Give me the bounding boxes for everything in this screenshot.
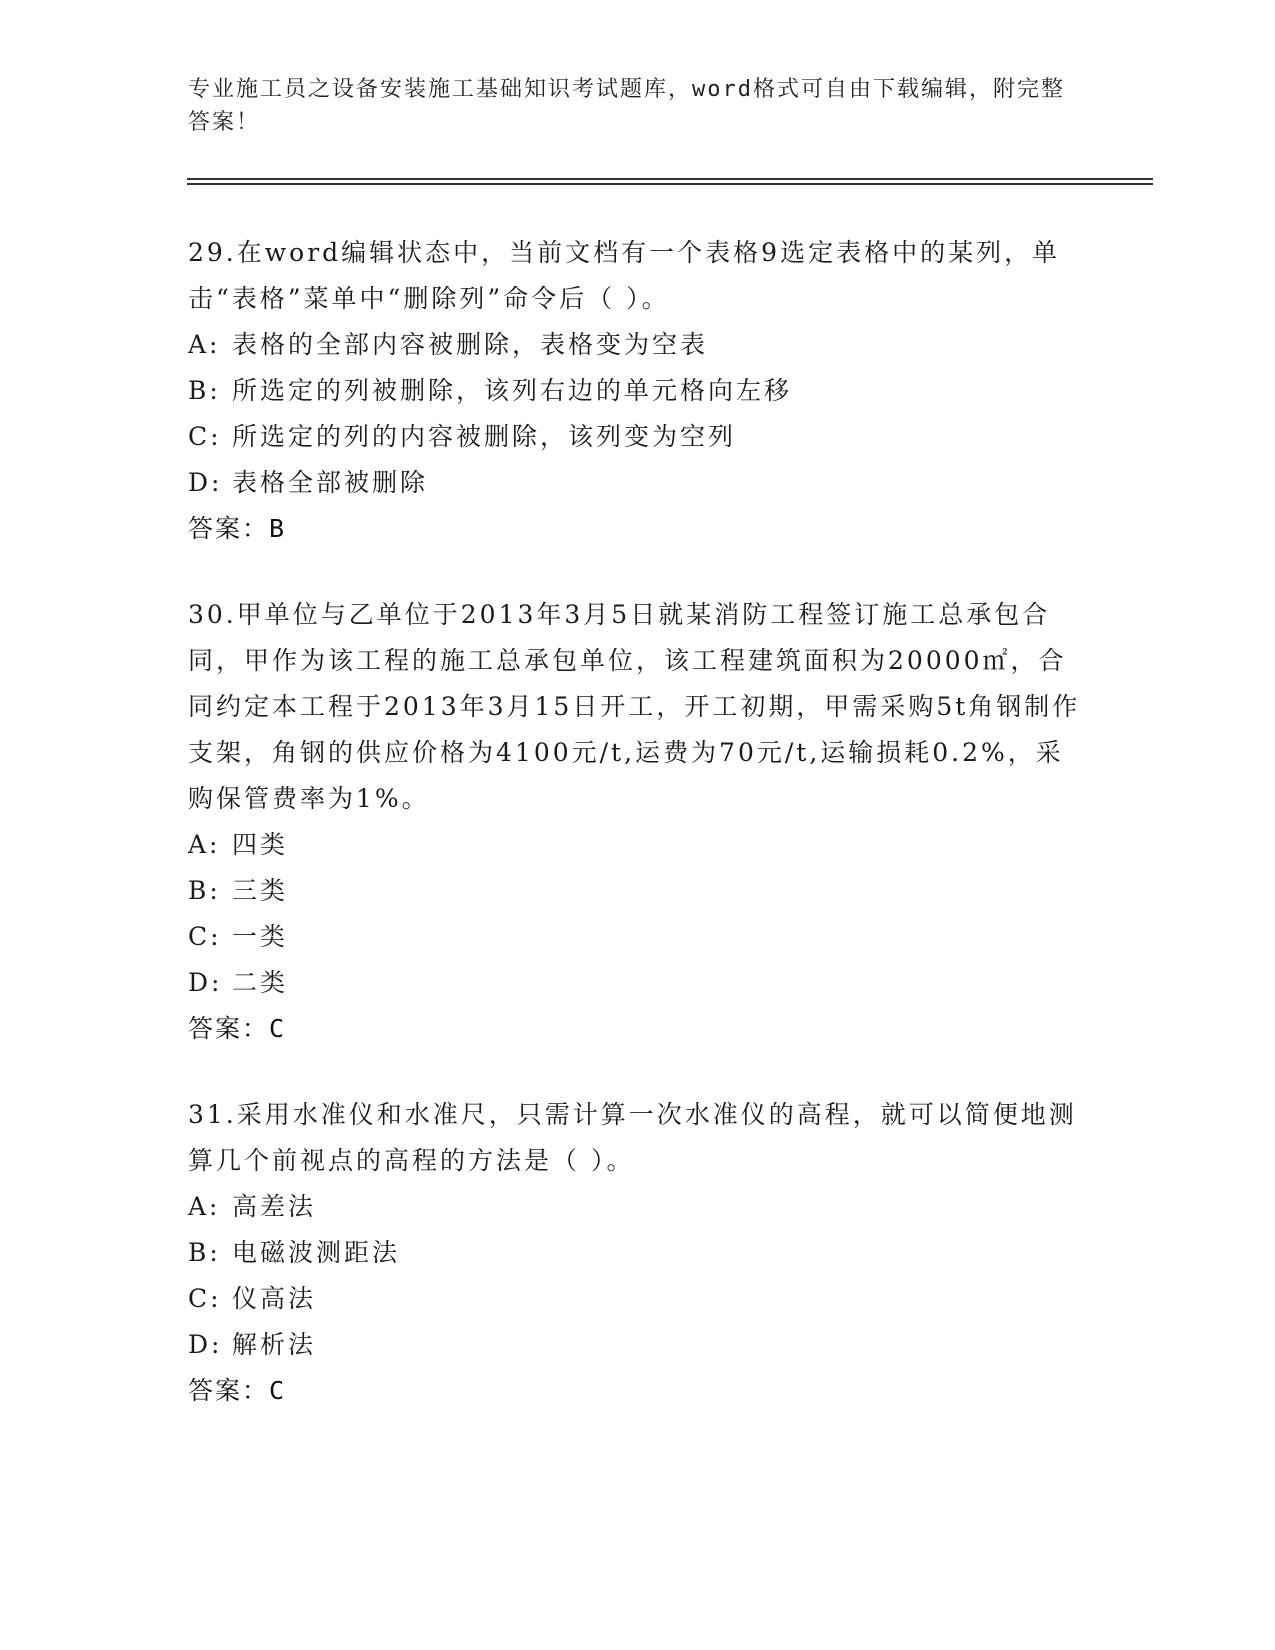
option-c (188, 1276, 1088, 1322)
option-letter: B: (188, 1238, 221, 1267)
question-stem: 31.采用水准仪和水准尺，只需计算一次水准仪的高程，就可以简便地测算几个前视点的高程的方法是（ ）。 (188, 1100, 1077, 1175)
option-letter: D: (188, 968, 223, 997)
option-letter: C: (188, 422, 222, 451)
option-text: 二类 (232, 968, 289, 997)
question-29 (188, 230, 1088, 552)
option-b (188, 868, 1088, 914)
option-text: 一类 (232, 922, 289, 951)
option-letter: D: (188, 468, 223, 497)
option-text: 所选定的列的内容被删除，该列变为空列 (232, 422, 737, 451)
option-letter: C: (188, 922, 222, 951)
question-stem: 29.在word编辑状态中，当前文档有一个表格9选定表格中的某列，单击“表格”菜单中“删除列”命令后（ ）。 (188, 238, 1061, 313)
answer: 答案：C (188, 1376, 287, 1405)
option-c (188, 914, 1088, 960)
option-text: 解析法 (232, 1330, 317, 1359)
document-header: 专业施工员之设备安装施工基础知识考试题库，word格式可自由下载编辑，附完整答案！ (188, 77, 1065, 135)
option-letter: A: (188, 330, 221, 359)
answer: 答案：C (188, 1014, 287, 1043)
option-b (188, 1230, 1088, 1276)
option-c (188, 414, 1088, 460)
option-b (188, 368, 1088, 414)
option-text: 表格的全部内容被删除，表格变为空表 (232, 330, 709, 359)
option-d (188, 460, 1088, 506)
question-30 (188, 592, 1088, 1052)
answer: 答案：B (188, 514, 287, 543)
option-text: 表格全部被删除 (232, 468, 429, 497)
option-text: 所选定的列被删除，该列右边的单元格向左移 (232, 376, 793, 405)
option-d (188, 960, 1088, 1006)
option-letter: B: (188, 876, 221, 905)
option-text: 三类 (232, 876, 289, 905)
option-letter: A: (188, 830, 221, 859)
option-text: 仪高法 (232, 1284, 317, 1313)
option-a (188, 1184, 1088, 1230)
option-a (188, 322, 1088, 368)
option-text: 电磁波测距法 (232, 1238, 401, 1267)
header-divider-bottom (187, 183, 1153, 185)
option-text: 四类 (232, 830, 289, 859)
option-d (188, 1322, 1088, 1368)
option-text: 高差法 (232, 1192, 317, 1221)
option-letter: A: (188, 1192, 221, 1221)
option-letter: D: (188, 1330, 223, 1359)
header-divider-top (187, 178, 1153, 180)
question-stem: 30.甲单位与乙单位于2013年3月5日就某消防工程签订施工总承包合同，甲作为该工程的施工总承包单位，该工程建筑面积为20000㎡，合同约定本工程于2013年3月15日开工，开工初期，甲需采购5t角钢制作支架，角钢的供应价格为4100元/t,运费为70元/t,运输损耗0.2%，采购保管费率为1%。 (188, 600, 1081, 813)
option-letter: B: (188, 376, 221, 405)
question-31 (188, 1092, 1088, 1414)
option-letter: C: (188, 1284, 222, 1313)
option-a (188, 822, 1088, 868)
